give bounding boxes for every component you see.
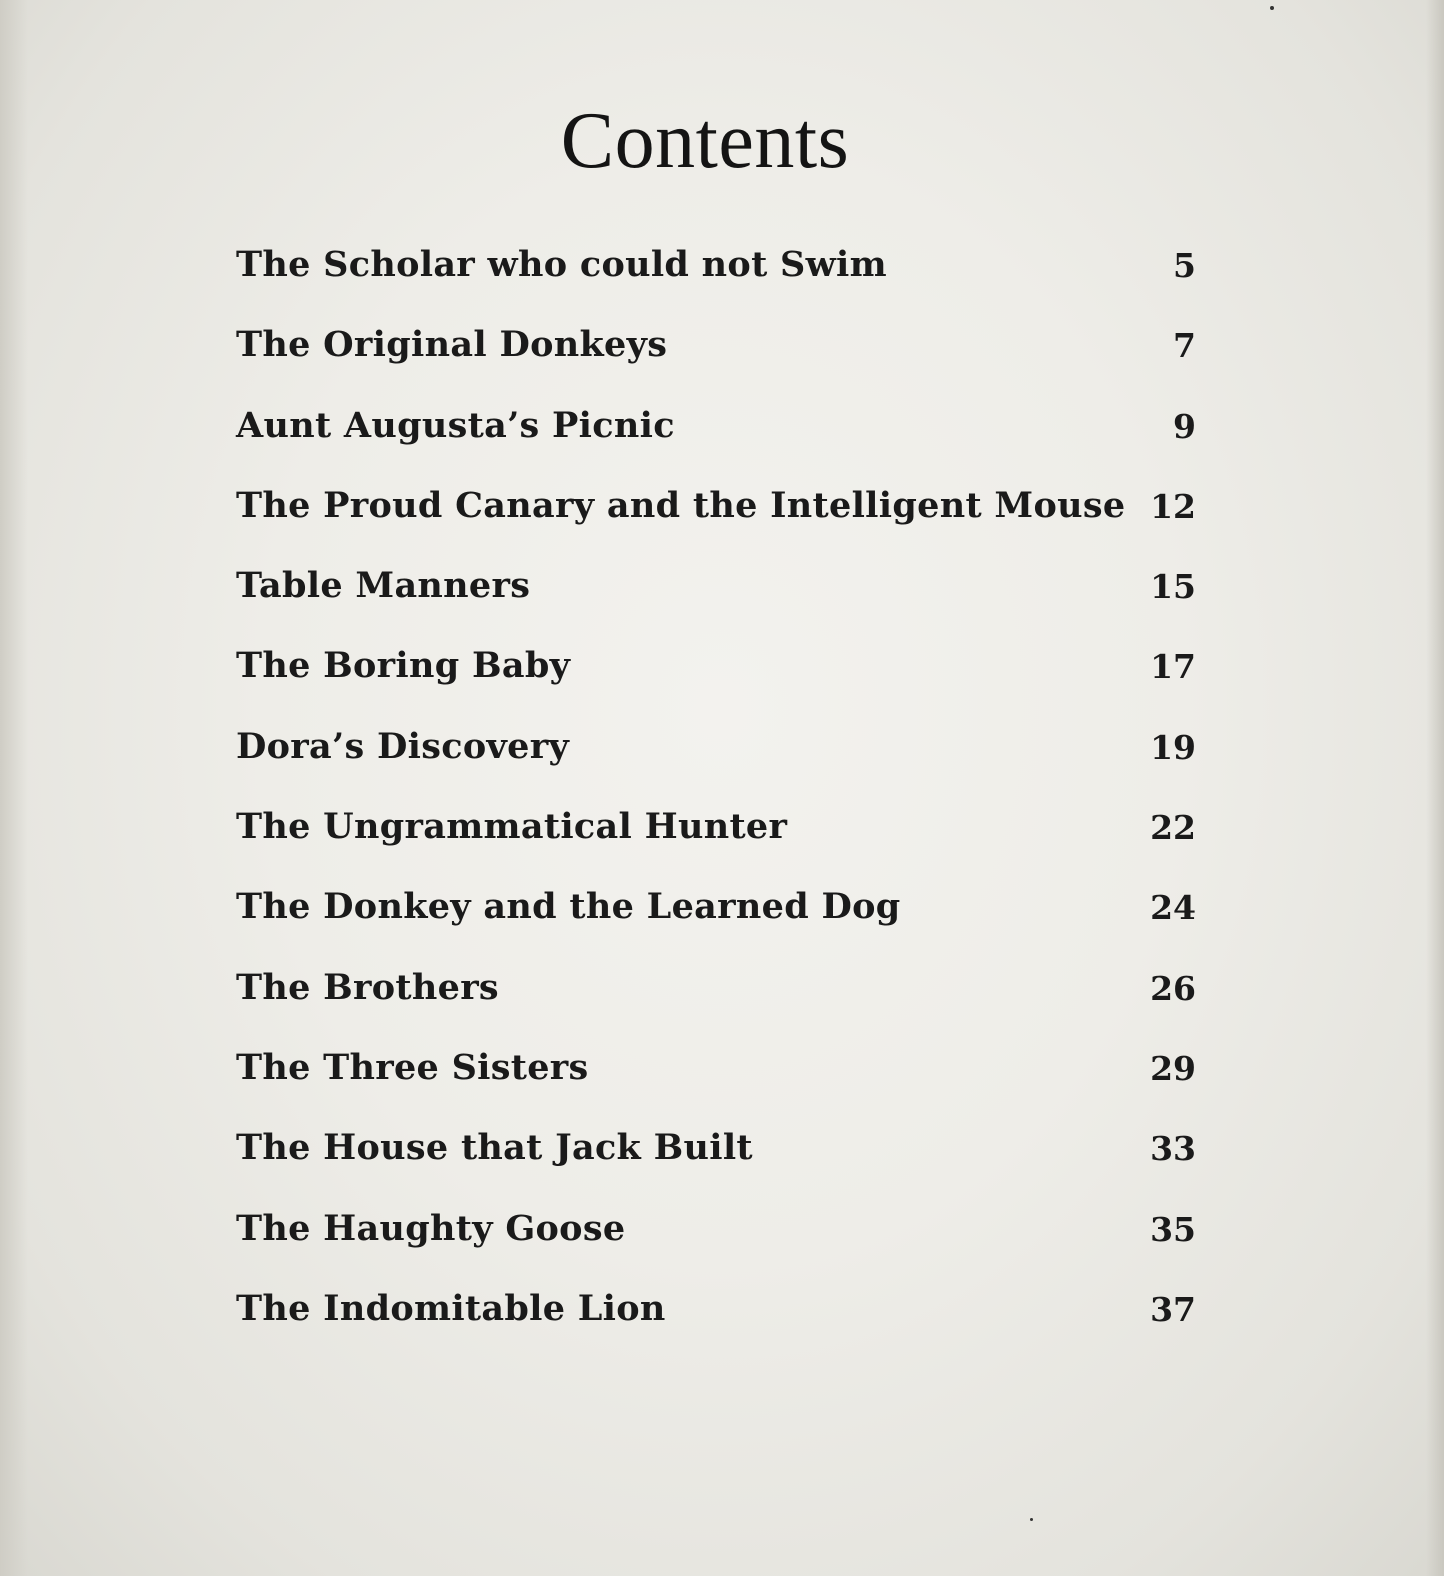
toc-entry <box>236 244 1196 324</box>
toc-entry-title: The Ungrammatical Hunter <box>236 806 788 848</box>
toc-entry <box>236 405 1196 485</box>
toc-entry <box>236 1288 1196 1368</box>
toc-entry-page-number: 17 <box>1150 647 1196 687</box>
paper-speck <box>1270 6 1274 10</box>
toc-entry-page-number: 22 <box>1150 808 1196 848</box>
page-title: Contents <box>560 97 850 185</box>
table-of-contents <box>236 244 1196 1368</box>
toc-entry <box>236 806 1196 886</box>
toc-entry-title: Dora’s Discovery <box>236 725 570 767</box>
toc-entry-page-number: 33 <box>1150 1129 1196 1169</box>
toc-entry-page-number: 12 <box>1150 486 1196 526</box>
toc-entry-title: The Scholar who could not Swim <box>236 244 887 285</box>
toc-entry-title: The Indomitable Lion <box>236 1287 666 1329</box>
page-edge-shadow-right <box>1426 0 1444 1576</box>
toc-entry-page-number: 26 <box>1150 968 1196 1008</box>
toc-entry-page-number: 29 <box>1150 1048 1196 1088</box>
toc-entry <box>236 565 1196 645</box>
toc-entry-title: The House that Jack Built <box>236 1127 753 1169</box>
paper-speck <box>1030 1518 1033 1521</box>
toc-entry-title: The Boring Baby <box>236 645 571 687</box>
toc-entry <box>236 324 1196 404</box>
toc-entry <box>236 485 1196 565</box>
toc-entry-title: The Haughty Goose <box>236 1207 626 1249</box>
toc-entry-page-number: 37 <box>1150 1289 1196 1329</box>
toc-entry-title: The Three Sisters <box>236 1046 589 1088</box>
toc-entry-title: The Proud Canary and the Intelligent Mouse <box>236 484 1126 526</box>
toc-entry <box>236 967 1196 1047</box>
toc-entry <box>236 645 1196 725</box>
toc-entry-page-number: 19 <box>1150 727 1196 767</box>
toc-entry-title: Aunt Augusta’s Picnic <box>236 404 675 446</box>
toc-entry <box>236 726 1196 806</box>
page-edge-shadow-left <box>0 0 28 1576</box>
toc-entry-title: The Original Donkeys <box>236 324 668 366</box>
toc-entry-page-number: 35 <box>1150 1209 1196 1249</box>
toc-entry-page-number: 24 <box>1150 888 1196 928</box>
toc-entry <box>236 1047 1196 1127</box>
toc-entry-page-number: 9 <box>1173 406 1196 446</box>
toc-entry-title: The Donkey and the Learned Dog <box>236 886 901 928</box>
toc-entry <box>236 1208 1196 1288</box>
toc-entry <box>236 886 1196 966</box>
toc-entry-page-number: 5 <box>1173 246 1196 285</box>
toc-entry-page-number: 15 <box>1150 567 1196 607</box>
toc-entry-title: Table Manners <box>236 565 531 607</box>
toc-entry <box>236 1127 1196 1207</box>
toc-entry-page-number: 7 <box>1173 326 1196 366</box>
toc-entry-title: The Brothers <box>236 966 499 1008</box>
